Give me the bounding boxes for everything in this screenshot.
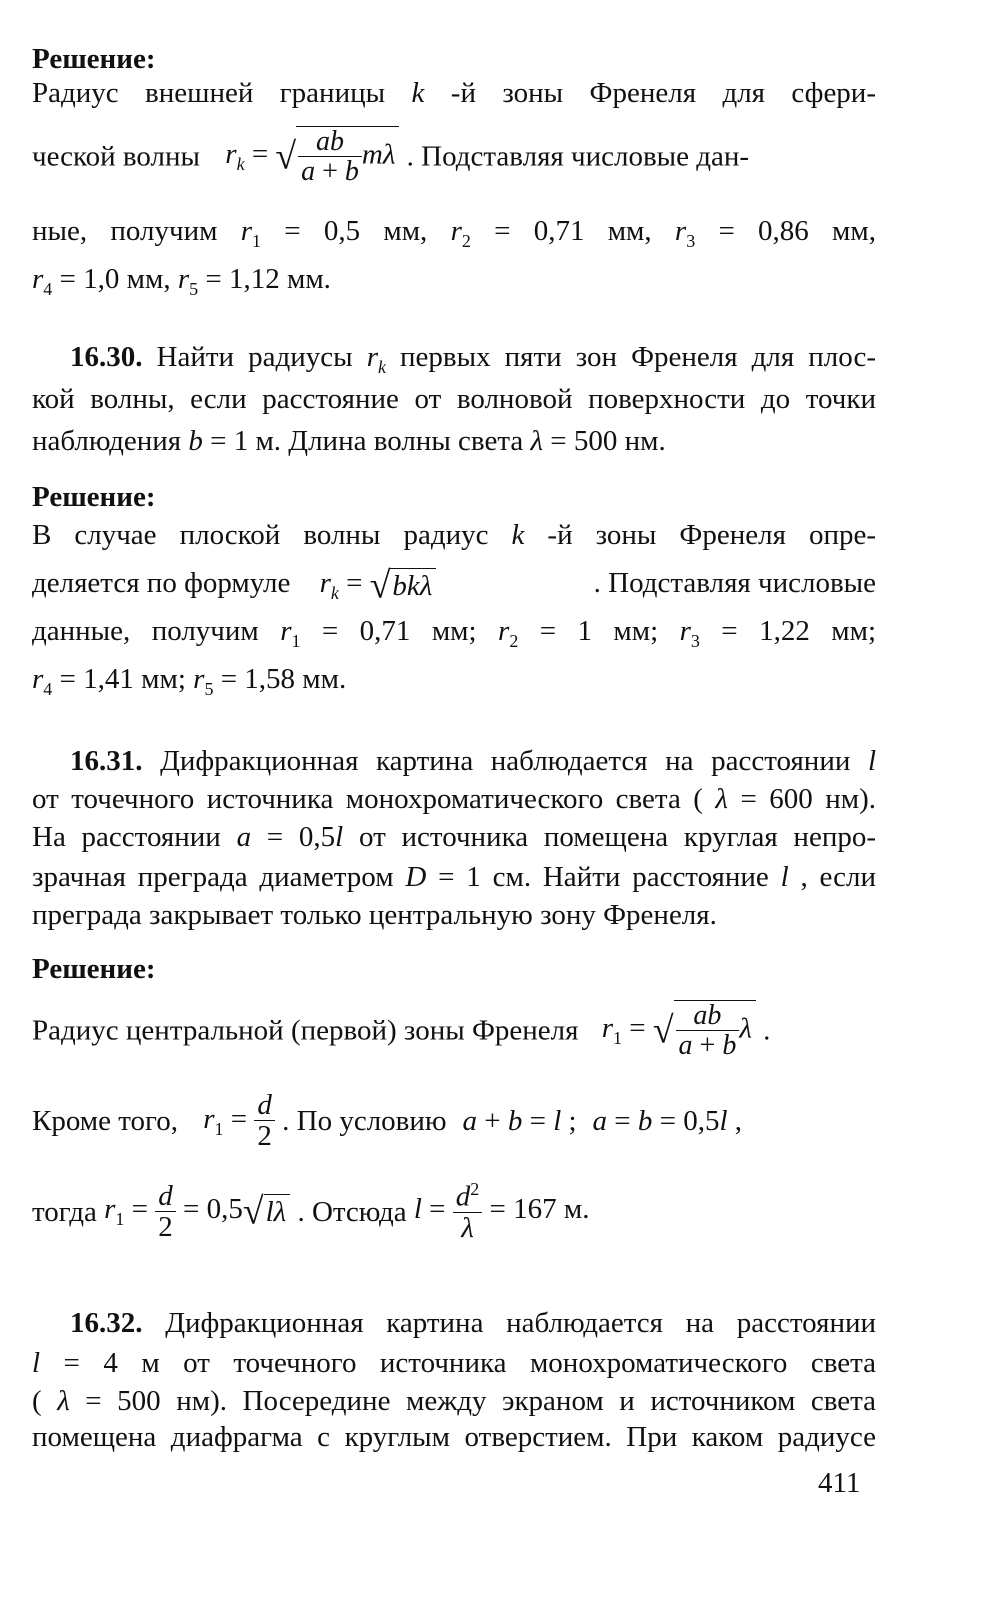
problem-line: 16.32. Дифракционная картина наблюдается на расстоянии bbox=[70, 1307, 876, 1339]
text-line-formula: ческой волны $r_k$ = √ $\frac{ab}{a + b}$ mλ . Подставляя числовые дан- bbox=[32, 126, 750, 188]
formula: $r_1$ = $\frac{d}{2}$ bbox=[203, 1103, 282, 1135]
page-number: 411 bbox=[818, 1467, 861, 1499]
problem-line: 16.31. Дифракционная картина наблюдается на расстоянии l bbox=[70, 745, 876, 777]
solution-heading: Решение: bbox=[32, 953, 156, 985]
formula: $r_k$ = √ $\frac{ab}{a + b}$ mλ bbox=[225, 138, 406, 170]
problem-line: 16.30. Найти радиусы $r_k$ первых пяти зон Френеля для плос- bbox=[70, 341, 876, 377]
text-line-formula: Кроме того, $r_1$ = $\frac{d}{2}$ . По условию a + b = l ; a = b = 0,5l , bbox=[32, 1089, 743, 1153]
text-line: ные, получим $r_1 = 0,5$ мм, $r_2 = 0,71$ мм, $r_3 = 0,86$ мм, bbox=[32, 215, 877, 251]
solution-heading: Решение: bbox=[32, 43, 156, 75]
text-line: Радиус внешней границы k -й зоны Френеля для сфери- bbox=[32, 77, 876, 109]
text-line: $r_4 = 1,0$ мм, $r_5 = 1,12$ мм. bbox=[32, 263, 331, 299]
text-line: данные, получим $r_1 = 0,71$ мм; $r_2 = 1$ мм; $r_3 = 1,22$ мм; bbox=[32, 615, 876, 651]
formula: $r_1$ = $\frac{d}{2}$ = 0,5√lλ bbox=[104, 1193, 297, 1225]
problem-line: от точечного источника монохроматического света ( λ = 600 нм). bbox=[32, 783, 876, 815]
formula: $r_k = √bk\lambda$ bbox=[320, 567, 437, 599]
problem-line: кой волны, если расстояние от волновой поверхности до точки bbox=[32, 383, 876, 415]
text-line-formula: Радиус центральной (первой) зоны Френеля $r_1$ = √ $\frac{ab}{a + b}$ λ . bbox=[32, 1000, 771, 1062]
text-line: $r_4 = 1,41$ мм; $r_5 = 1,58$ мм. bbox=[32, 663, 347, 699]
text-line: В случае плоской волны радиус k -й зоны Френеля опре- bbox=[32, 519, 876, 551]
problem-line: На расстоянии a = 0,5l от источника помещена круглая непро- bbox=[32, 821, 876, 853]
problem-line: преграда закрывает только центральную зону Френеля. bbox=[32, 899, 717, 931]
problem-line: помещена диафрагма с круглым отверстием. При каком радиусе bbox=[32, 1421, 876, 1453]
solution-heading: Решение: bbox=[32, 481, 156, 513]
text-line-formula: деляется по формуле $r_k = √bk\lambda$ . Подставляя числовые bbox=[32, 564, 876, 607]
problem-line: l = 4 м от точечного источника монохроматического света bbox=[32, 1347, 876, 1379]
formula: $r_1$ = √ $\frac{ab}{a + b}$ λ bbox=[602, 1012, 763, 1044]
text-line-formula: тогда $r_1$ = $\frac{d}{2}$ = 0,5√lλ . Отсюда l = $\frac{d^2}{\lambda}$ = 167 м. bbox=[32, 1179, 590, 1245]
problem-line: зрачная преграда диаметром D = 1 см. Найти расстояние l , если bbox=[32, 861, 876, 893]
problem-line: ( λ = 500 нм). Посередине между экраном и источником света bbox=[32, 1385, 876, 1417]
problem-line: наблюдения b = 1 м. Длина волны света λ = 500 нм. bbox=[32, 425, 666, 457]
formula: l = $\frac{d^2}{\lambda}$ = 167 м. bbox=[413, 1179, 590, 1245]
